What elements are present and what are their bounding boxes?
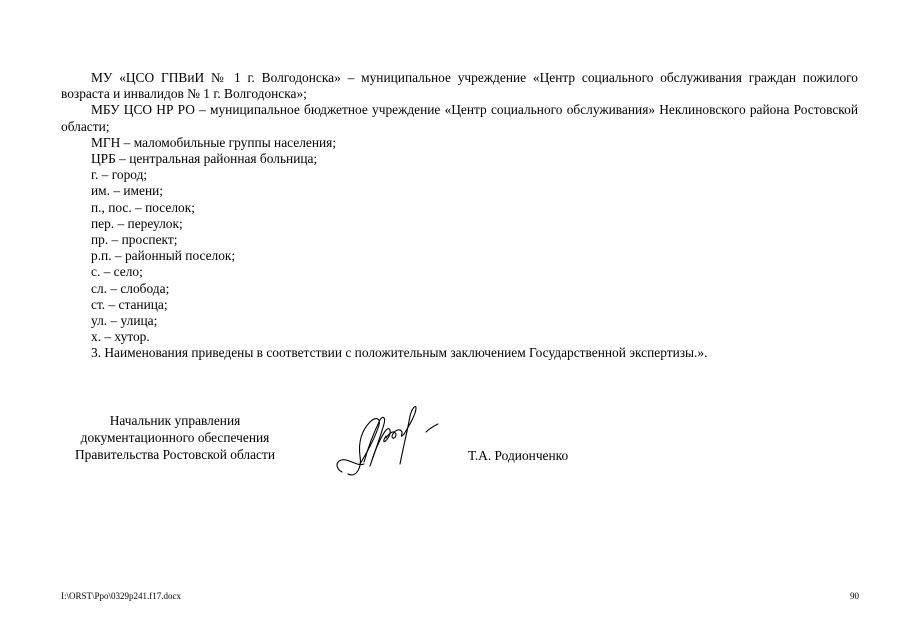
abbreviation-item: пр. – проспект;: [91, 232, 178, 248]
signatory-title: [61, 412, 289, 463]
signer-name: Т.А. Родионченко: [468, 448, 569, 463]
abbreviation-item: г. – город;: [91, 167, 148, 183]
abbreviation-item: п., пос. – поселок;: [91, 199, 195, 215]
signatory-title-line: Правительства Ростовской области: [74, 447, 276, 462]
abbreviation-item: им. – имени;: [91, 183, 164, 199]
abbreviation-item: х. – хутор.: [91, 329, 150, 345]
footer-page-number: 90: [850, 591, 859, 601]
abbreviation-item: ст. – станица;: [91, 296, 168, 312]
signatory-title-line: Начальник управления: [109, 413, 241, 428]
document-body: [61, 70, 858, 362]
abbreviation-item: с. – село;: [91, 264, 143, 280]
signatory-title-line: документационного обеспечения: [80, 430, 270, 445]
paragraph-mbu-cso: МБУ ЦСО НР РО – муниципальное бюджетное учреждение «Центр социального обслуживания» Неклиновского района Ростовской области;: [61, 102, 858, 134]
abbreviation-item: сл. – слобода;: [91, 280, 170, 296]
abbreviation-item: р.п. – районный поселок;: [91, 248, 236, 264]
handwritten-signature-icon: [330, 402, 450, 484]
abbreviation-item: ЦРБ – центральная районная больница;: [91, 151, 318, 167]
abbreviation-item: пер. – переулок;: [91, 215, 183, 231]
abbreviation-list: [61, 135, 858, 346]
abbreviation-item: ул. – улица;: [91, 313, 158, 329]
note-paragraph: 3. Наименования приведены в соответствии с положительным заключением Государственной экспертизы.».: [91, 345, 708, 361]
abbreviation-item: МГН – маломобильные группы населения;: [91, 134, 337, 150]
footer-file-path: I:\ORST\Ppo\0329p241.f17.docx: [61, 591, 182, 601]
paragraph-mu-cso: МУ «ЦСО ГПВиИ № 1 г. Волгодонска» – муниципальное учреждение «Центр социального обслуживания граждан пожилого возраста и инвалидов № 1 г. Волгодонска»;: [61, 70, 858, 102]
